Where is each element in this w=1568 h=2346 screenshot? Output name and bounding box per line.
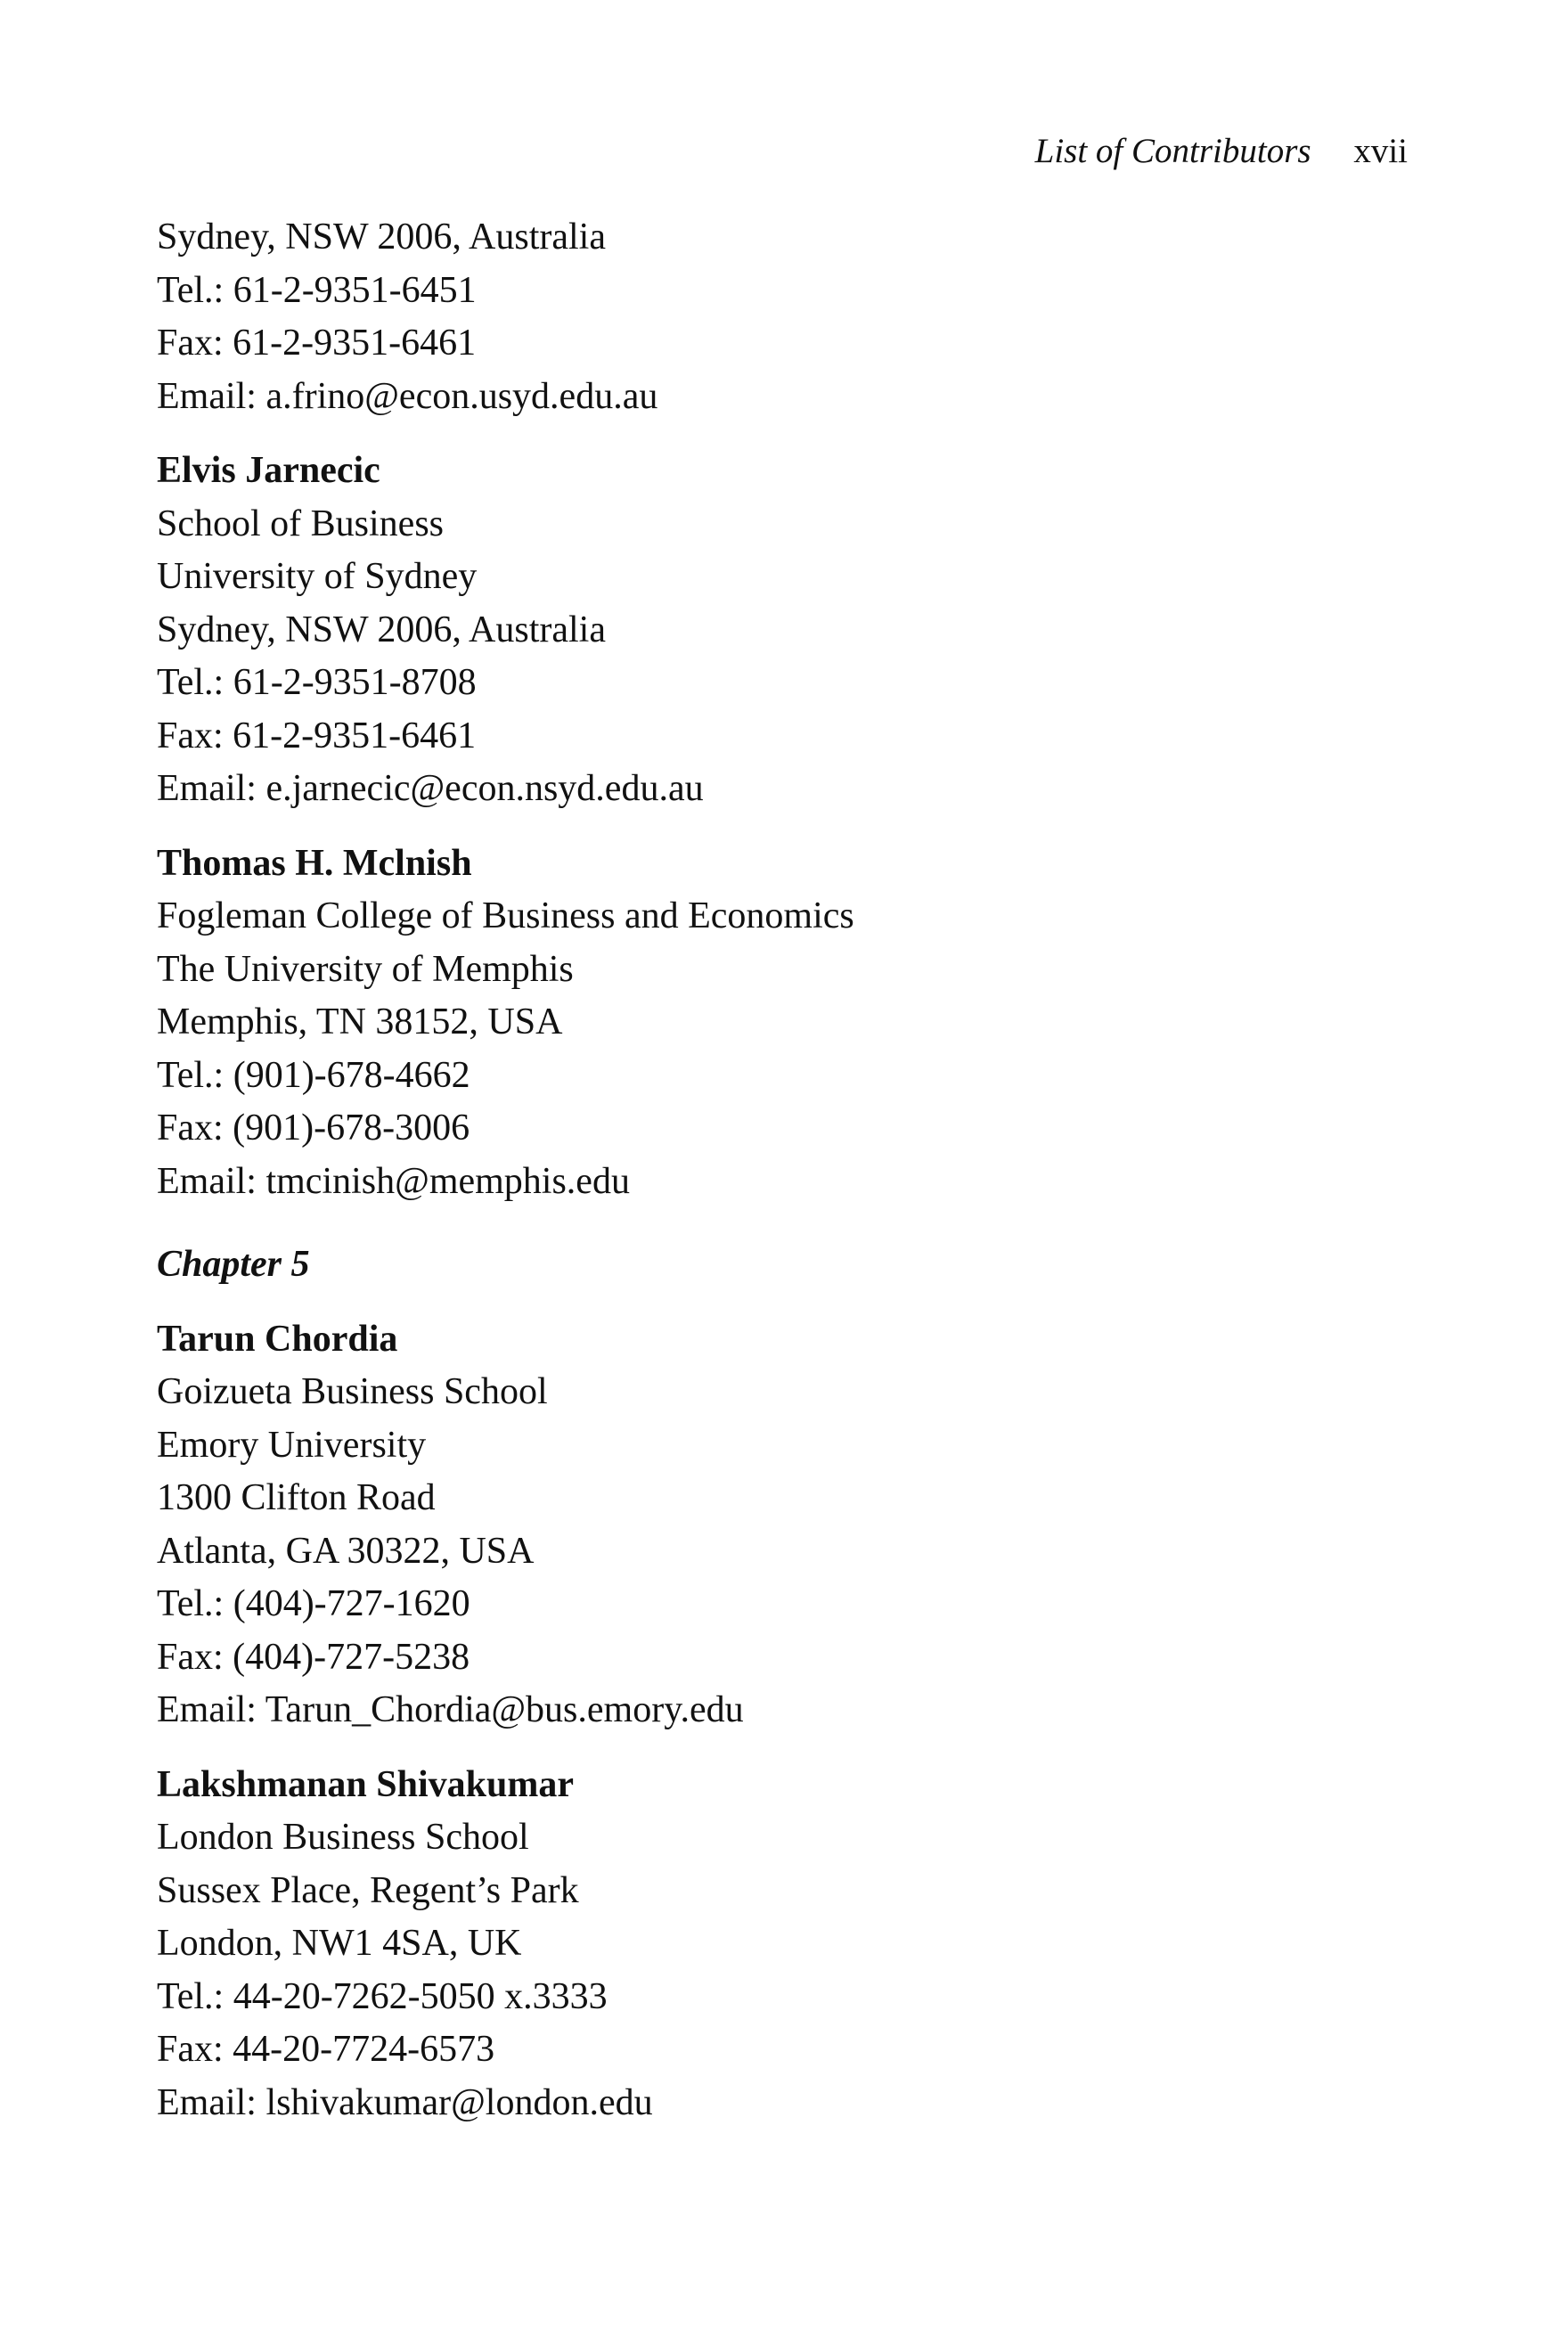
affiliation-line: School of Business: [157, 503, 445, 544]
email-line: Email: tmcinish@memphis.edu: [157, 1160, 630, 1202]
contributor-name: Thomas H. Mclnish: [157, 842, 472, 884]
phone-line: Tel.: (901)-678-4662: [157, 1054, 470, 1096]
address-line: Sydney, NSW 2006, Australia: [157, 217, 606, 257]
phone-line: Tel.: 44-20-7262-5050 x.3333: [157, 1975, 608, 2017]
email-line: Email: a.frino@econ.usyd.edu.au: [157, 375, 658, 417]
affiliation-line: University of Sydney: [157, 556, 478, 597]
page-header: [1035, 125, 1408, 178]
fax-line: Fax: 44-20-7724-6573: [157, 2029, 495, 2070]
contributor-name: Tarun Chordia: [157, 1318, 398, 1360]
affiliation-line: London Business School: [157, 1817, 529, 1858]
affiliation-line: The University of Memphis: [157, 948, 574, 990]
phone-line: Tel.: 61-2-9351-8708: [157, 662, 477, 703]
contributor-name: Lakshmanan Shivakumar: [157, 1763, 575, 1805]
phone-line: Tel.: 61-2-9351-6451: [157, 269, 477, 311]
address-line: London, NW1 4SA, UK: [157, 1923, 522, 1964]
fax-line: Fax: (404)-727-5238: [157, 1636, 470, 1678]
contributor-entry: [157, 445, 1404, 816]
affiliation-line: Fogleman College of Business and Economics: [157, 895, 854, 936]
address-line: 1300 Clifton Road: [157, 1477, 436, 1518]
running-title: List of Contributors: [1034, 132, 1311, 170]
email-line: Email: e.jarnecic@econ.nsyd.edu.au: [157, 768, 704, 809]
contributor-name: Elvis Jarnecic: [157, 450, 380, 491]
address-line: Atlanta, GA 30322, USA: [157, 1530, 535, 1572]
contributor-entry: [157, 838, 1404, 1209]
contributor-entry: [157, 1313, 1404, 1737]
page-number: xvii: [1353, 132, 1408, 170]
address-line: Sydney, NSW 2006, Australia: [157, 609, 606, 650]
email-line: Email: lshivakumar@london.edu: [157, 2081, 653, 2123]
contributor-entry: [157, 1759, 1404, 2130]
fax-line: Fax: 61-2-9351-6461: [157, 323, 477, 364]
phone-line: Tel.: (404)-727-1620: [157, 1583, 470, 1624]
affiliation-line: Emory University: [157, 1424, 427, 1466]
continued-entry: [157, 211, 1404, 423]
address-line: Memphis, TN 38152, USA: [157, 1001, 563, 1042]
fax-line: Fax: (901)-678-3006: [157, 1108, 470, 1148]
address-line: Sussex Place, Regent’s Park: [157, 1869, 579, 1911]
affiliation-line: Goizueta Business School: [157, 1371, 548, 1412]
fax-line: Fax: 61-2-9351-6461: [157, 715, 477, 756]
email-line: Email: Tarun_Chordia@bus.emory.edu: [157, 1689, 744, 1730]
contributors-list: [157, 211, 1404, 2151]
chapter-heading: Chapter 5: [157, 1244, 310, 1285]
